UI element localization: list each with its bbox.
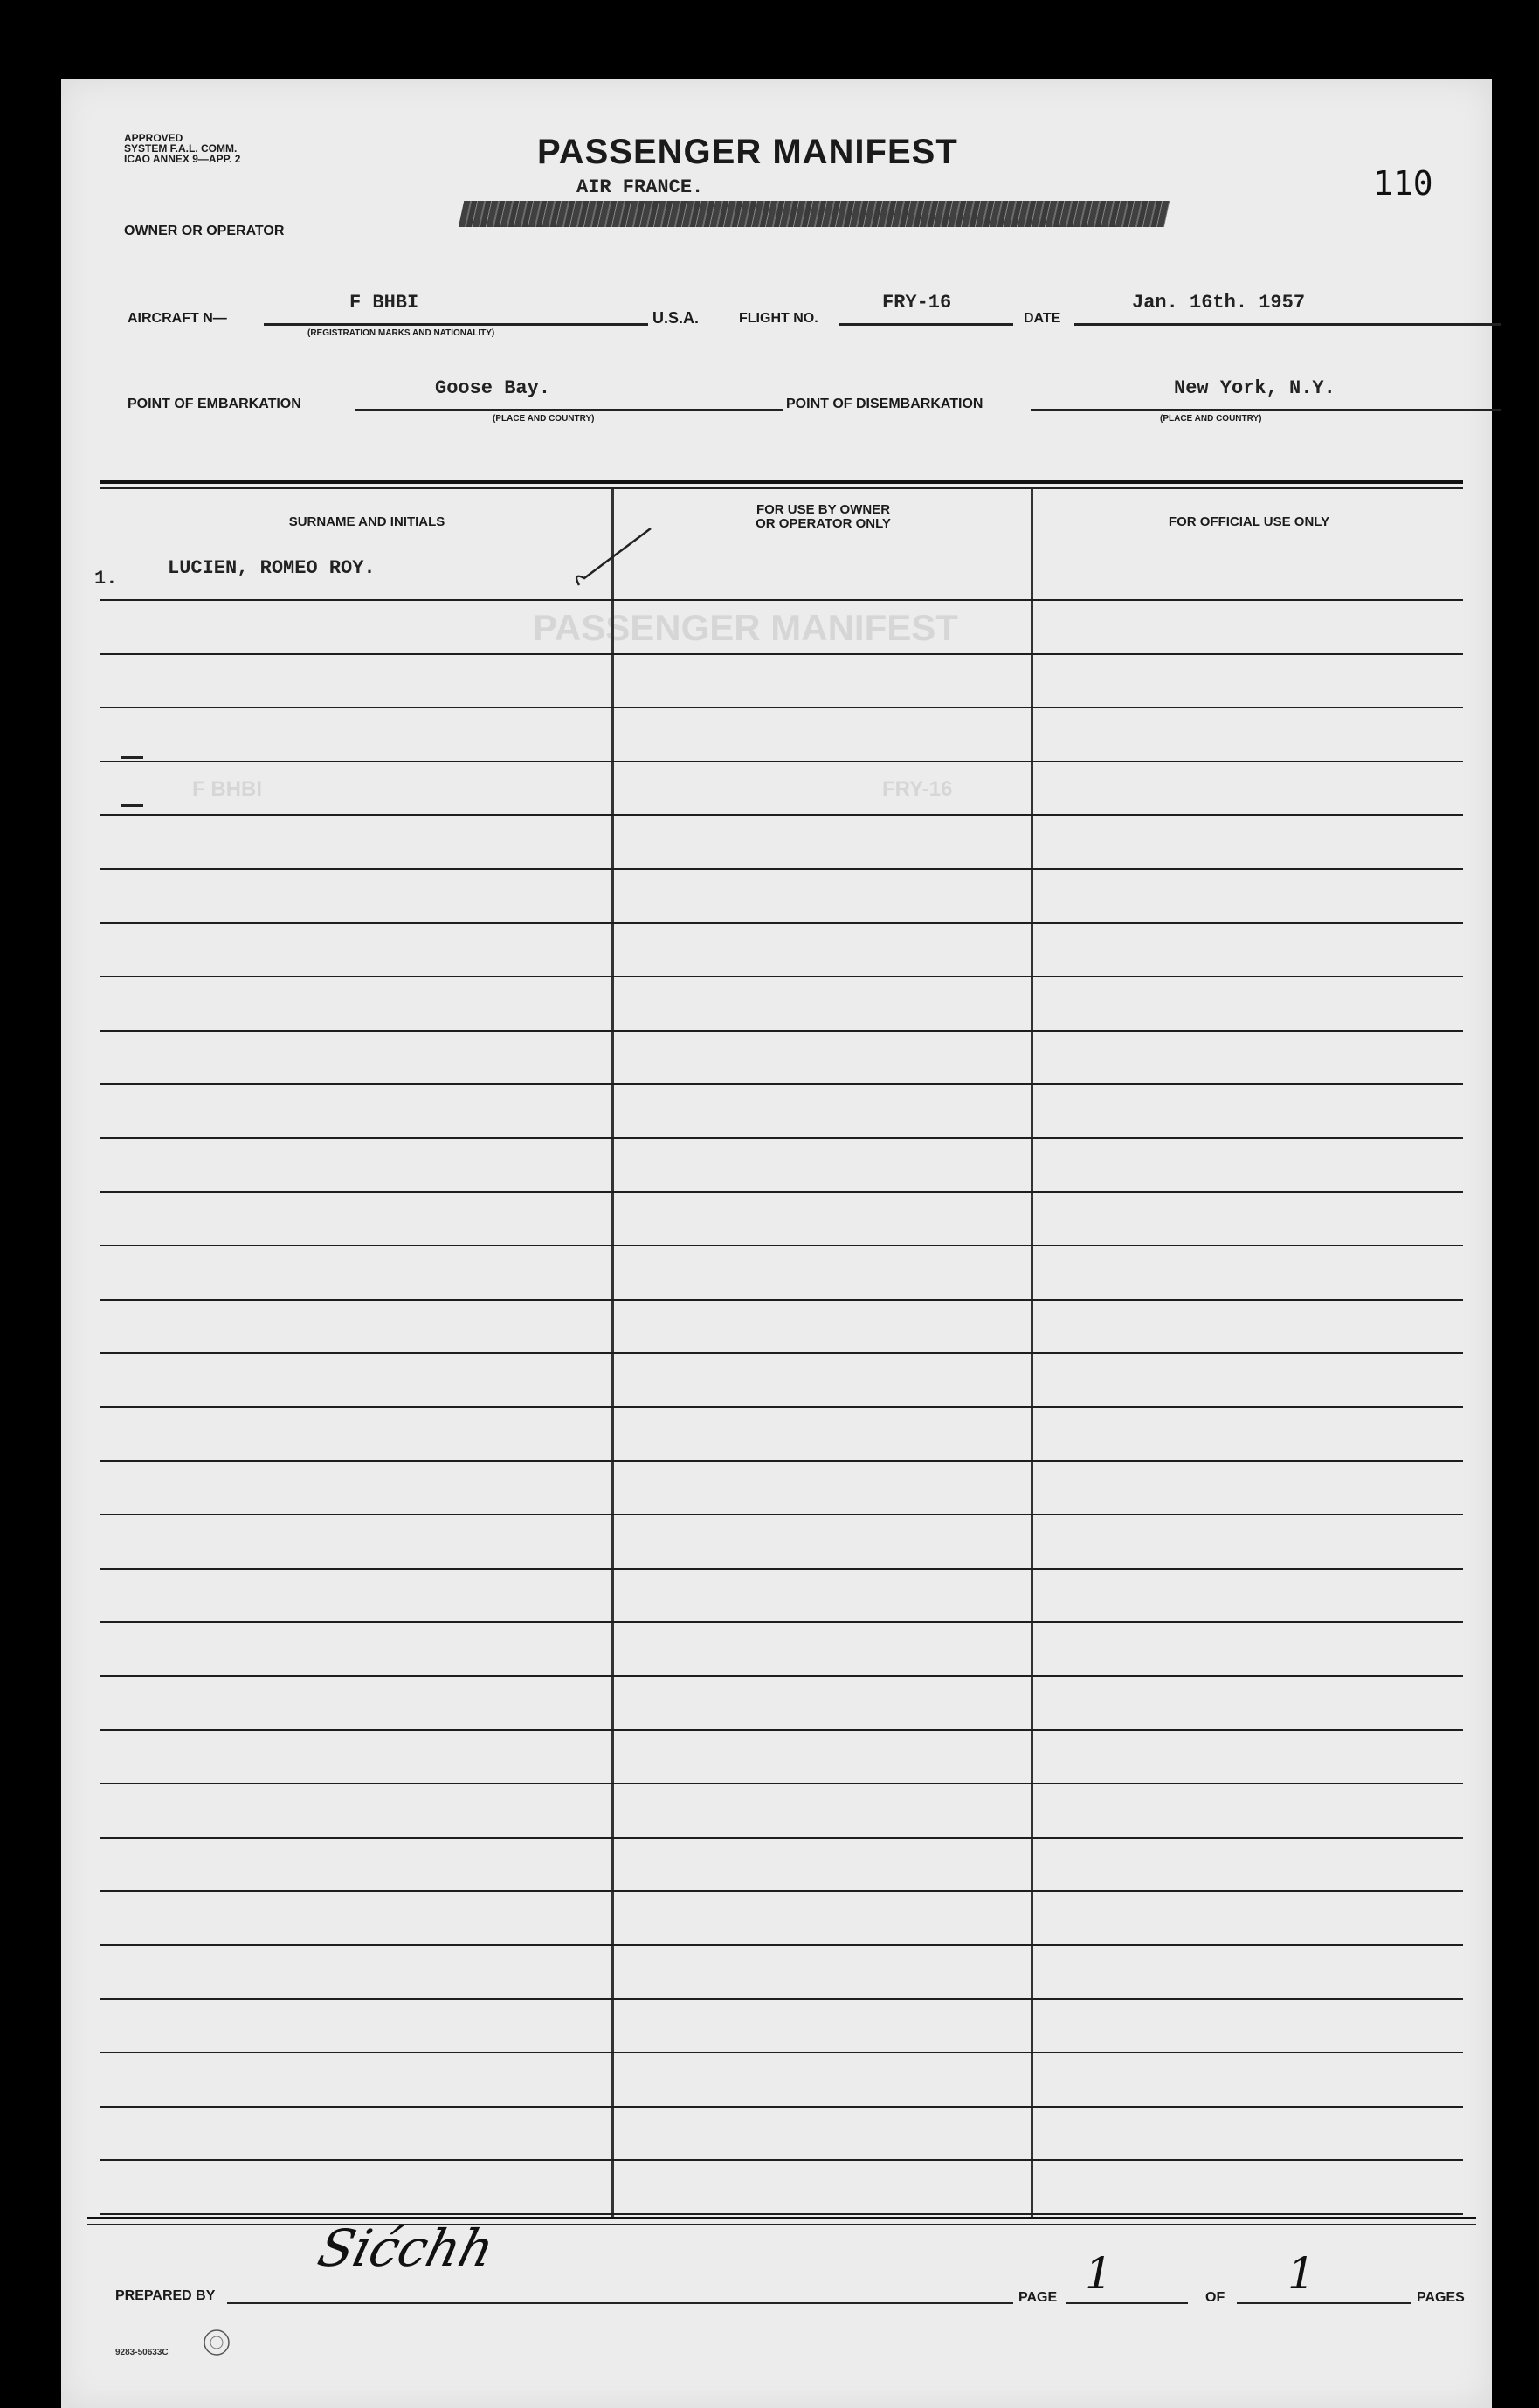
- table-row-rule: [100, 1568, 1463, 1570]
- column-header-official: FOR OFFICIAL USE ONLY: [1168, 514, 1330, 529]
- table-row-rule: [100, 1245, 1463, 1246]
- table-row-rule: [100, 1729, 1463, 1731]
- embarkation-sublabel: (PLACE AND COUNTRY): [493, 414, 595, 424]
- column-header-operator: FOR USE BY OWNER OR OPERATOR ONLY: [756, 502, 891, 531]
- table-top-rule-inner: [100, 487, 1463, 489]
- of-value: 1: [1287, 2248, 1315, 2299]
- bleed-through-title: PASSENGER MANIFEST: [533, 607, 958, 648]
- prepared-by-underline: [227, 2302, 1013, 2304]
- form-code: 9283-50633C: [115, 2348, 169, 2357]
- table-bottom-rule-inner: [87, 2224, 1476, 2225]
- table-row-rule: [100, 1406, 1463, 1408]
- manifest-sheet: [61, 79, 1492, 2408]
- table-bottom-rule: [87, 2217, 1476, 2219]
- printer-seal-icon: [201, 2325, 232, 2360]
- table-row-rule: [100, 1783, 1463, 1784]
- column-header-name: SURNAME AND INITIALS: [288, 514, 445, 529]
- approval-line: SYSTEM F.A.L. COMM.: [124, 142, 238, 155]
- table-row-rule: [100, 1352, 1463, 1354]
- table-row-rule: [100, 653, 1463, 655]
- table-row-rule: [100, 1083, 1463, 1085]
- table-row-rule: [100, 599, 1463, 601]
- table-row-rule: [100, 2106, 1463, 2108]
- page-value: 1: [1085, 2248, 1113, 2299]
- bleed-through-aircraft: F BHBI: [192, 777, 262, 801]
- flight-number-value: FRY-16: [882, 292, 952, 314]
- table-row-rule: [100, 2213, 1463, 2215]
- edge-mark-icon: [121, 804, 143, 807]
- table-row-rule: [100, 868, 1463, 870]
- table-row-rule: [100, 1998, 1463, 2000]
- passenger-name: LUCIEN, ROMEO ROY.: [168, 557, 376, 579]
- table-row-rule: [100, 814, 1463, 816]
- table-row-rule: [100, 1675, 1463, 1677]
- disembarkation-value: New York, N.Y.: [1174, 377, 1335, 399]
- disembarkation-sublabel: (PLACE AND COUNTRY): [1160, 414, 1262, 424]
- edge-mark-icon: [121, 756, 143, 759]
- flight-number-label: FLIGHT NO.: [739, 311, 818, 326]
- page-label: PAGE: [1018, 2290, 1058, 2305]
- aircraft-label: AIRCRAFT N—: [128, 311, 227, 326]
- typed-over-strikeout: [459, 201, 1170, 227]
- aircraft-sublabel: (REGISTRATION MARKS AND NATIONALITY): [307, 328, 495, 338]
- prepared-by-signature: Sićchh: [312, 2218, 500, 2278]
- flight-number-underline: [839, 323, 1013, 326]
- embarkation-value: Goose Bay.: [435, 377, 551, 399]
- date-label: DATE: [1024, 311, 1061, 326]
- of-label: OF: [1205, 2290, 1225, 2305]
- aircraft-value: F BHBI: [349, 292, 419, 314]
- table-row-rule: [100, 1191, 1463, 1193]
- approval-line: APPROVED: [124, 132, 183, 144]
- table-row-rule: [100, 2159, 1463, 2161]
- table-row-rule: [100, 1890, 1463, 1892]
- table-row-rule: [100, 1137, 1463, 1139]
- page-title: PASSENGER MANIFEST: [537, 133, 958, 171]
- approval-line: ICAO ANNEX 9—APP. 2: [124, 153, 241, 165]
- table-row-rule: [100, 1837, 1463, 1839]
- prepared-by-label: PREPARED BY: [115, 2288, 216, 2303]
- table-row-rule: [100, 1299, 1463, 1301]
- table-row-rule: [100, 761, 1463, 762]
- operator-name: AIR FRANCE.: [576, 176, 704, 198]
- table-row-rule: [100, 2052, 1463, 2053]
- disembarkation-underline: [1031, 409, 1501, 411]
- table-row-rule: [100, 922, 1463, 924]
- approval-stamp: [124, 133, 316, 164]
- table-row-rule: [100, 1460, 1463, 1462]
- table-row-rule: [100, 1514, 1463, 1515]
- table-row-rule: [100, 1621, 1463, 1623]
- of-underline: [1237, 2302, 1411, 2304]
- aircraft-underline: [264, 323, 648, 326]
- country-label: U.S.A.: [652, 309, 700, 327]
- table-row-rule: [100, 1030, 1463, 1032]
- date-underline: [1074, 323, 1501, 326]
- disembarkation-label: POINT OF DISEMBARKATION: [786, 397, 983, 411]
- table-row-rule: [100, 976, 1463, 977]
- bleed-through-flight: FRY-16: [882, 777, 953, 801]
- date-value: Jan. 16th. 1957: [1132, 292, 1306, 314]
- embarkation-underline: [355, 409, 783, 411]
- page-underline: [1066, 2302, 1188, 2304]
- document-page-number: 110: [1373, 164, 1433, 203]
- check-mark-icon: [572, 524, 659, 594]
- owner-operator-label: OWNER OR OPERATOR: [124, 224, 285, 238]
- table-top-rule: [100, 480, 1463, 484]
- table-row-rule: [100, 1944, 1463, 1946]
- pages-label: PAGES: [1417, 2290, 1465, 2305]
- row-number: 1.: [94, 568, 118, 590]
- table-row-rule: [100, 707, 1463, 708]
- embarkation-label: POINT OF EMBARKATION: [128, 397, 301, 411]
